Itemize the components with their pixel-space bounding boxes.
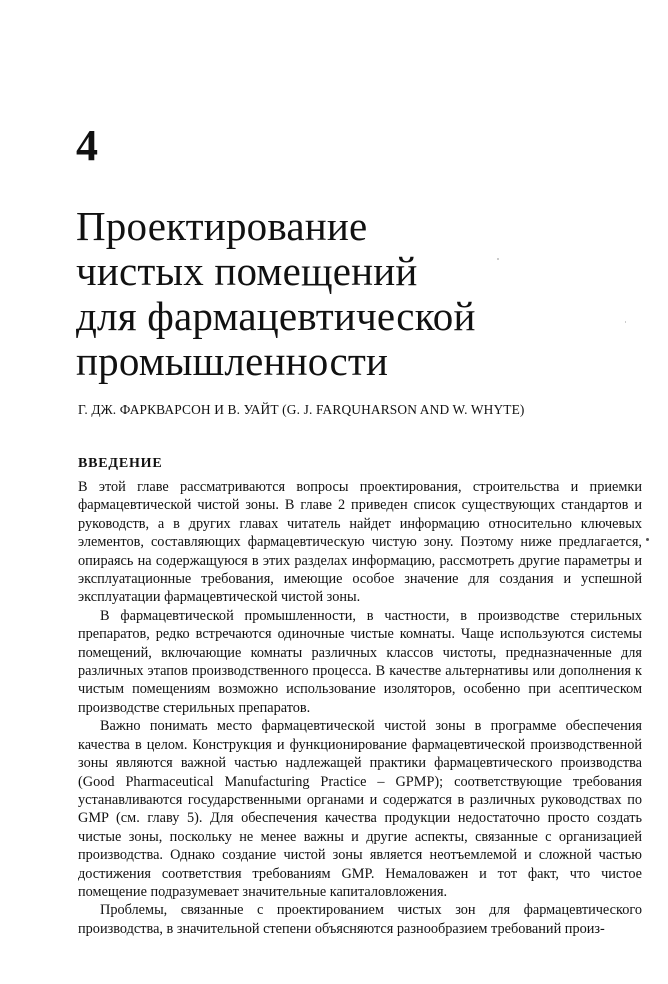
chapter-title-line: для фармацевтической [76, 293, 476, 339]
section-body [78, 478, 642, 938]
scan-speck [625, 321, 626, 323]
chapter-title-line: чистых помещений [76, 248, 418, 294]
scan-speck [646, 538, 649, 541]
body-paragraph: Проблемы, связанные с проектированием чистых зон для фармацевтического производства, в значительной степени объясняются разнообразием требований произ- [78, 902, 642, 937]
body-paragraph: Важно понимать место фармацевтической чистой зоны в программе обеспечения качества в целом. Конструкция и функционирование фармацевтической производственной зоны являются важной частью надлежащей практики фармацевтического производства (Good Pharmaceutical Manufacturing Practice – GPMP); соответствующие требования устанавливаются государственными органами и содержатся в различных руководствах по GMP (см. главу 5). Для обеспечения качества продукции недостаточно просто создать чистые зоны, поскольку не менее важны и другие аспекты, связанные с организацией производства. Однако создание чистой зоны является неотъемлемой и сложной частью достижения соответствия требованиям GMP. Немаловажен и тот факт, что чистое помещение подразумевает значительные капиталовложения. [78, 718, 642, 900]
body-paragraph: В этой главе рассматриваются вопросы проектирования, строительства и приемки фармацевтической чистой зоны. В главе 2 приведен список существующих стандартов и руководств, а в других главах читатель найдет информацию относительно ключевых элементов, составляющих фармацевтическую чистую зону. Поэтому ниже предлагается, опираясь на содержащуюся в этих разделах информацию, рассмотреть другие параметры и эксплуатационные требования, имеющие особое значение для создания и успешной эксплуатации фармацевтической чистой зоны. [78, 479, 642, 606]
chapter-title-line: Проектирование [76, 203, 368, 249]
body-paragraph: В фармацевтической промышленности, в частности, в производстве стерильных препаратов, редко встречаются одиночные чистые комнаты. Чаще используются системы помещений, включающие комнаты различных классов чистоты, предназначенные для различных этапов производственного процесса. В качестве альтернативы или дополнения к чистым помещениям возможно использование изоляторов, особенно при асептическом производстве стерильных препаратов. [78, 607, 642, 716]
chapter-number: 4 [76, 121, 98, 170]
scan-speck [497, 258, 499, 260]
section-heading: ВВЕДЕНИЕ [78, 456, 163, 471]
chapter-authors: Г. ДЖ. ФАРКВАРСОН И В. УАЙТ (G. J. FARQUHARSON AND W. WHYTE) [78, 402, 525, 417]
chapter-title [76, 204, 636, 384]
chapter-title-line: промышленности [76, 338, 389, 384]
